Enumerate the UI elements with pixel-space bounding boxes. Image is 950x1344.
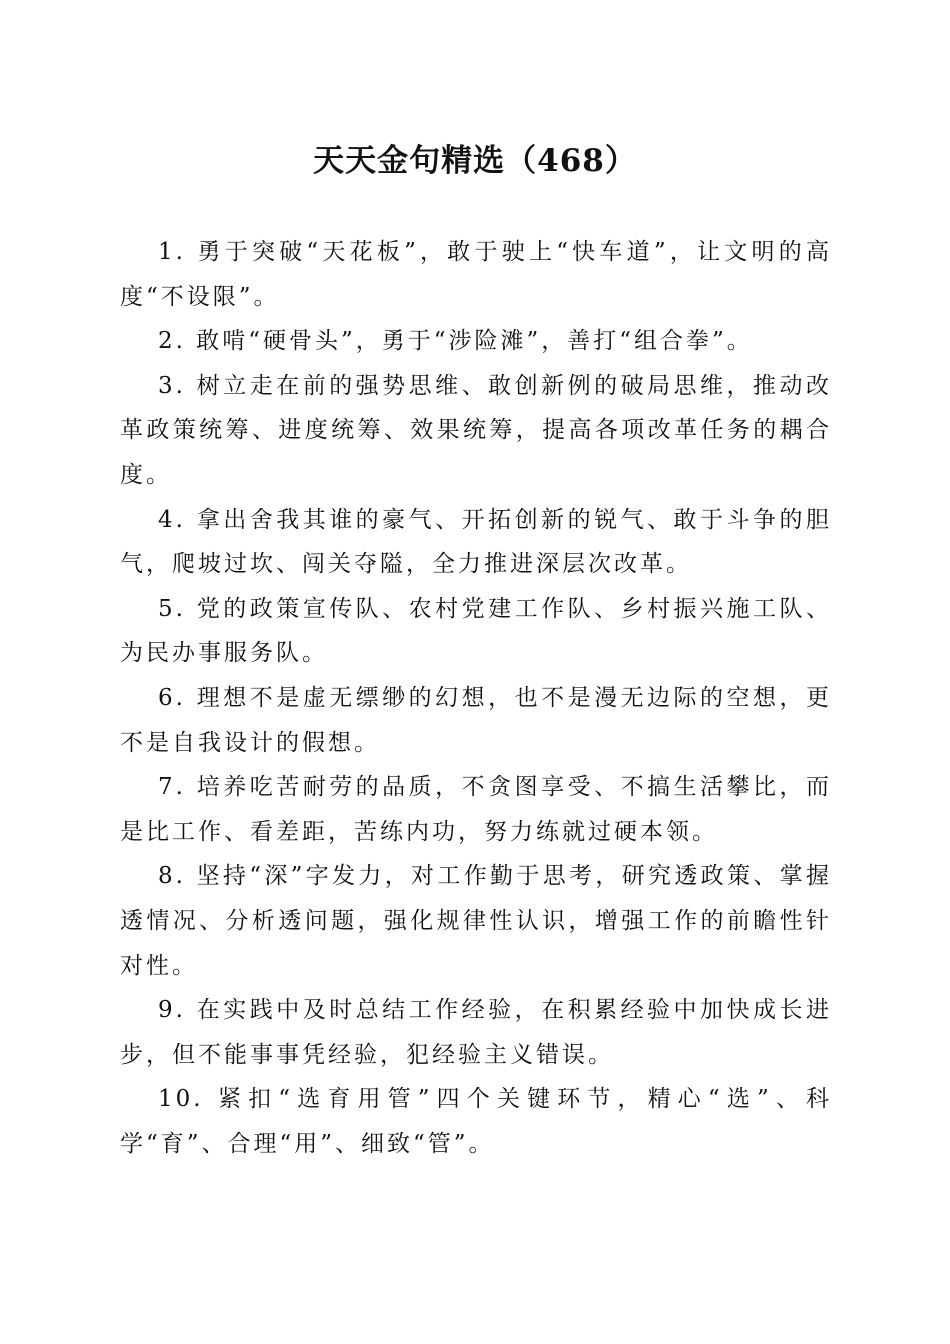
document-body: [120, 230, 832, 1166]
paragraph-6: 6. 理想不是虚无缥缈的幻想，也不是漫无边际的空想，更不是自我设计的假想。: [120, 684, 832, 756]
paragraph-7: 7. 培养吃苦耐劳的品质，不贪图享受、不搞生活攀比，而是比工作、看差距，苦练内功，努力练就过硬本领。: [120, 774, 832, 845]
paragraph-1: 1. 勇于突破“天花板”，敢于驶上“快车道”，让文明的高度“不设限”。: [120, 239, 832, 310]
paragraph-4: 4. 拿出舍我其谁的豪气、开拓创新的锐气、敢于斗争的胆气，爬坡过坎、闯关夺隘，全力推进深层次改革。: [120, 506, 832, 578]
paragraph-5: 5. 党的政策宣传队、农村党建工作队、乡村振兴施工队、为民办事服务队。: [120, 595, 832, 667]
paragraph-10: 10. 紧扣“选育用管”四个关键环节，精心“选”、科学“育”、合理“用”、细致“管”。: [120, 1086, 832, 1157]
paragraph-2: 2. 敢啃“硬骨头”，勇于“涉险滩”，善打“组合拳”。: [158, 328, 753, 355]
paragraph-9: 9. 在实践中及时总结工作经验，在积累经验中加快成长进步，但不能事事凭经验，犯经验主义错误。: [120, 997, 832, 1068]
paragraph-8: 8. 坚持“深”字发力，对工作勤于思考，研究透政策、掌握透情况、分析透问题，强化规律性认识，增强工作的前瞻性针对性。: [120, 863, 832, 979]
document-title: 天天金句精选（468）: [313, 143, 637, 179]
paragraph-3: 3. 树立走在前的强势思维、敢创新例的破局思维，推动改革政策统筹、进度统筹、效果统筹，提高各项改革任务的耦合度。: [120, 372, 832, 488]
